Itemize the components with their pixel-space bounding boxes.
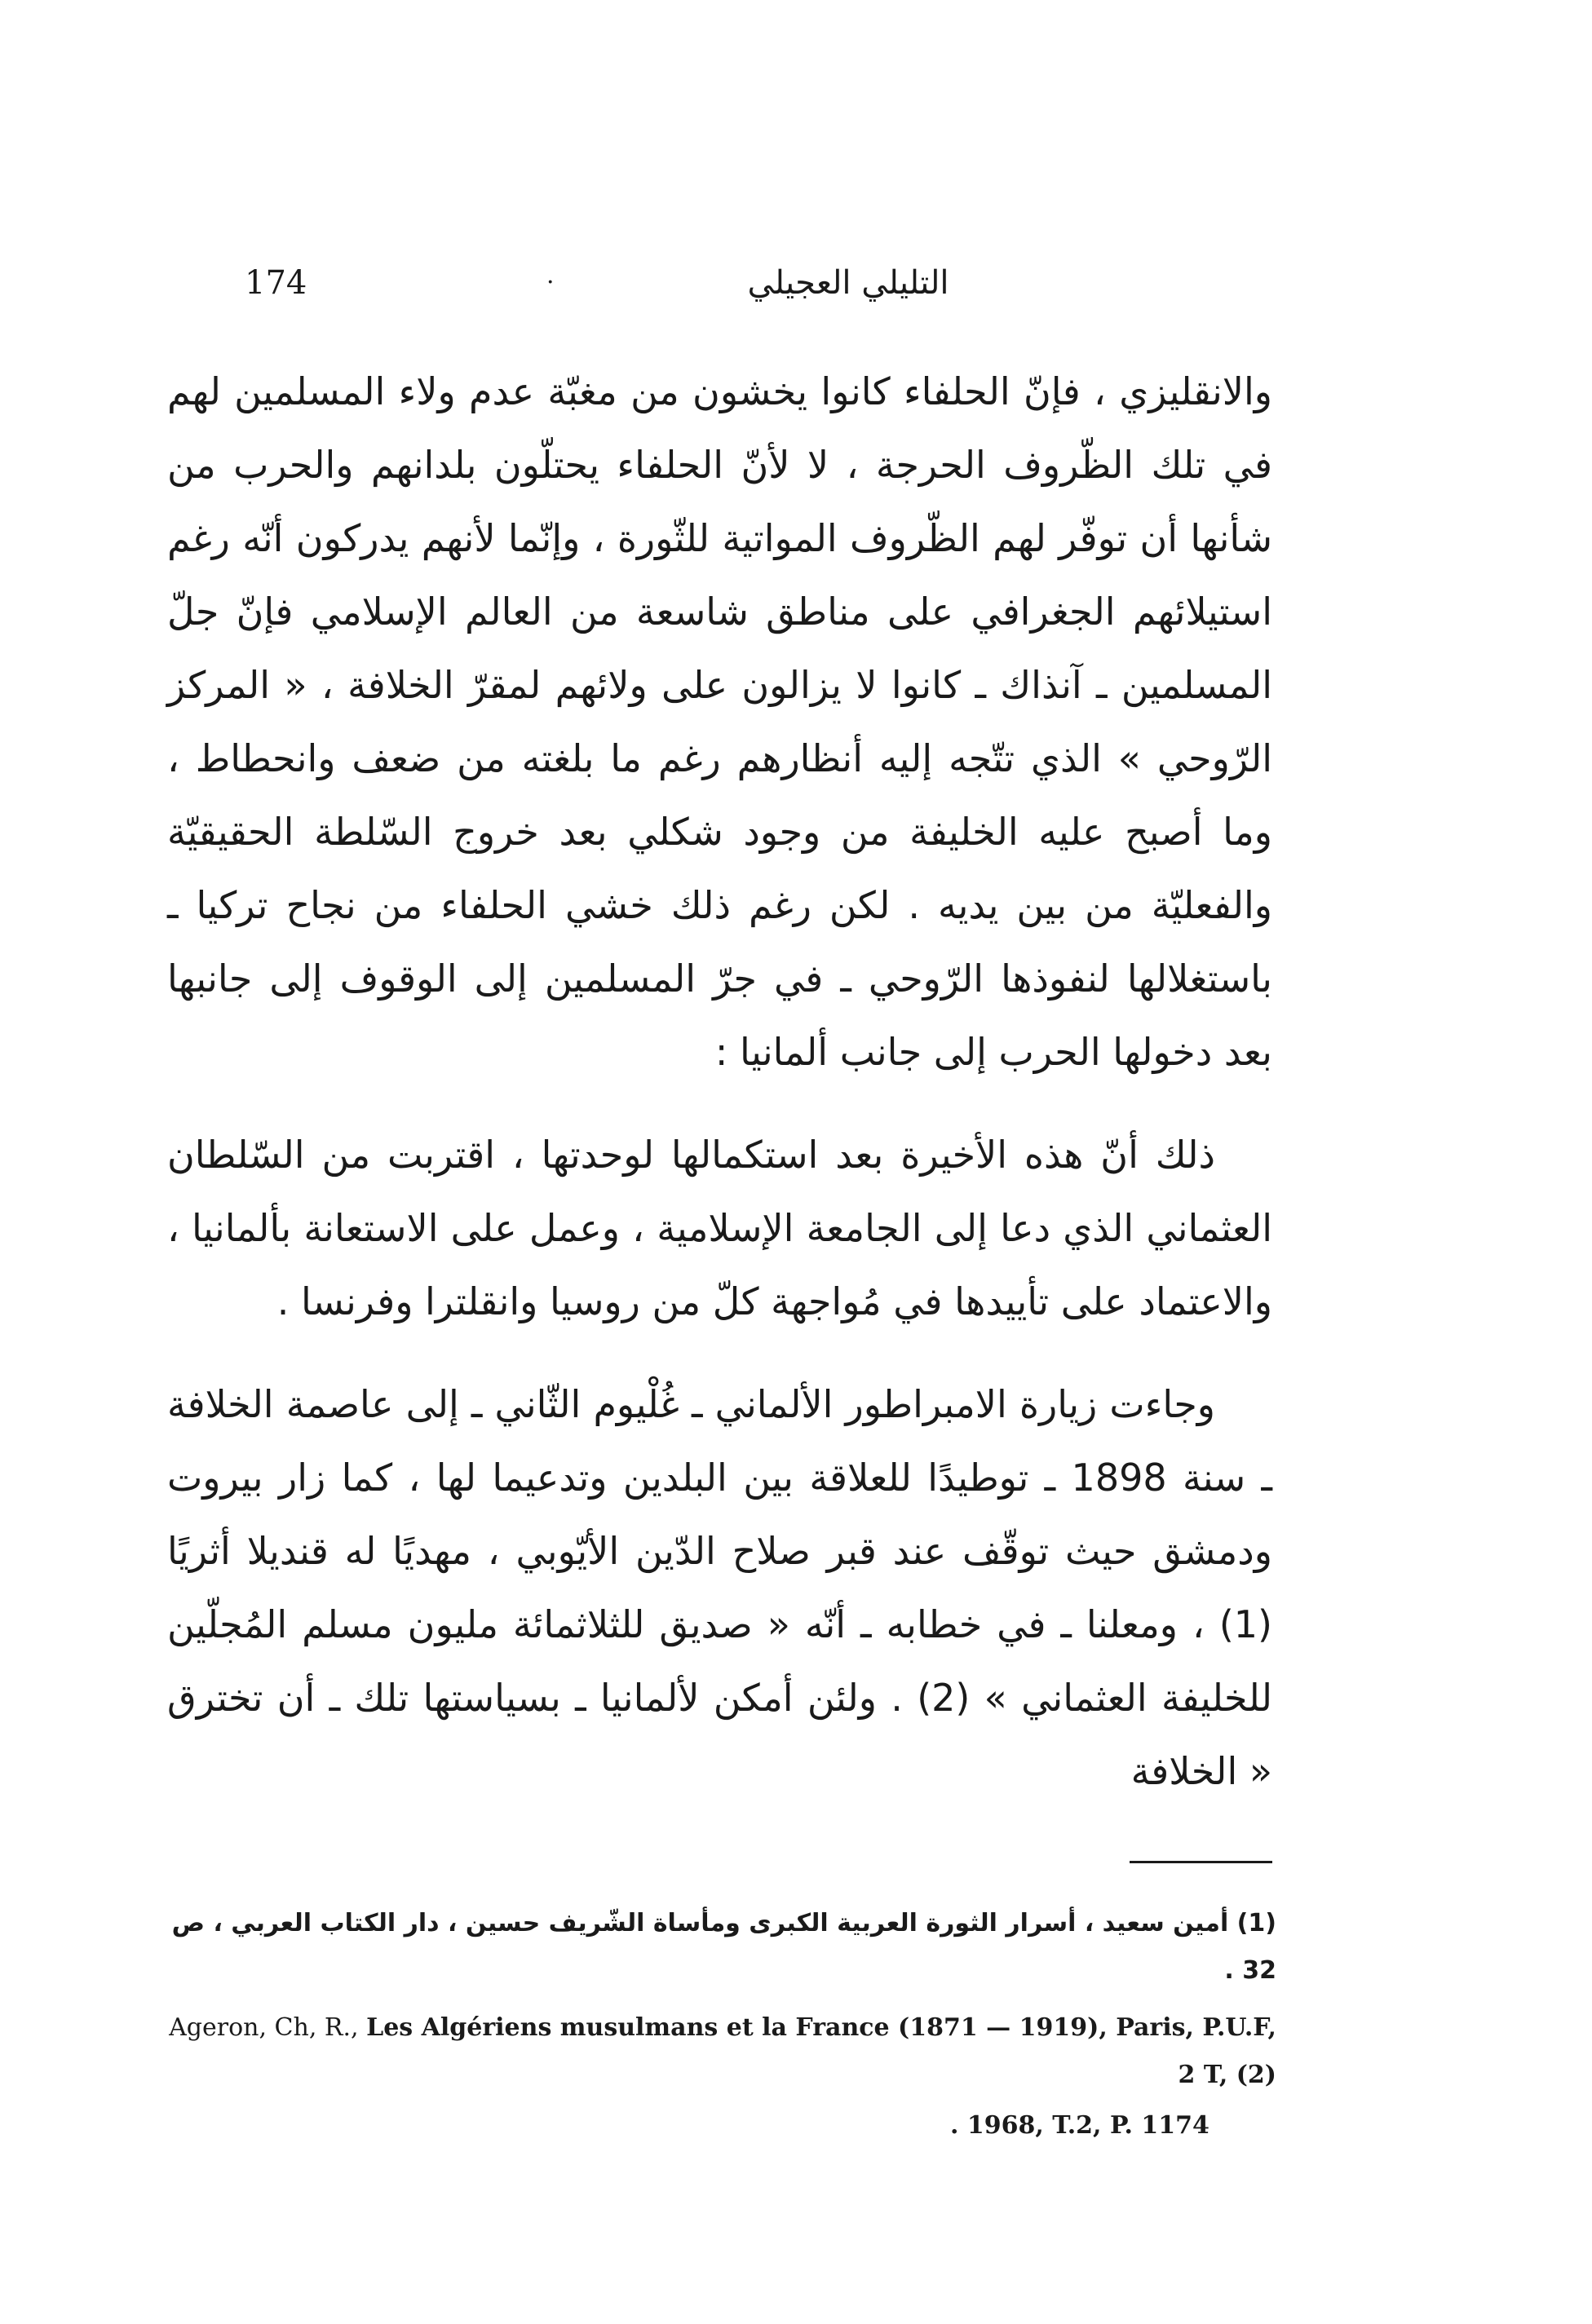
footnote-1: (1) أمين سعيد ، أسرار الثورة العربية الكبرى ومأساة الشّريف حسين ، دار الكتاب العربي ، ص 32 . (171, 1909, 1276, 1985)
footnote-separator (1130, 1861, 1272, 1863)
footnote-2 (167, 2004, 1276, 2099)
header-separator: · (546, 268, 555, 297)
footnote-2-continuation: . 1968, T.2, P. 1174 (950, 2111, 1209, 2140)
footnotes (167, 1900, 1276, 2149)
running-title: التليلي العجيلي (747, 264, 949, 302)
paragraph-3: وجاءت زيارة الامبراطور الألماني ـ غُلْيوم الثّاني ـ إلى عاصمة الخلافة ـ سنة 1898 ـ توطيدًا للعلاقة بين البلدين وتدعيما لها ، كما زار بيروت ودمشق حيث توقّف عند قبر صلاح الدّين الأيّوبي ، مهديًا له قنديلا أثريًا (1) ، ومعلنا ـ في خطابه ـ أنّه « صديق للثلاثمائة مليون مسلم المُجلّين للخليفة العثماني » (2) . ولئن أمكن لألمانيا ـ بسياستها تلك ـ أن تخترق « الخلافة (167, 1382, 1273, 1793)
paragraph-2: ذلك أنّ هذه الأخيرة بعد استكمالها لوحدتها ، اقتربت من السّلطان العثماني الذي دعا إلى الجامعة الإسلامية ، وعمل على الاستعانة بألمانيا ، والاعتماد على تأييدها في مُواجهة كلّ من روسيا وانقلترا وفرنسا . (167, 1133, 1272, 1323)
footnote-2-author: Ageron, Ch, R., (169, 2013, 367, 2042)
page-number: 174 (245, 264, 307, 302)
running-header (163, 254, 1435, 311)
body-text (167, 355, 1272, 1808)
paragraph-1: والانقليزي ، فإنّ الحلفاء كانوا يخشون من مغبّة عدم ولاء المسلمين لهم في تلك الظّروف الحرجة ، لا لأنّ الحلفاء يحتلّون بلدانهم والحرب من شأنها أن توفّر لهم الظّروف المواتية للثّورة ، وإنّما لأنهم يدركون أنّه رغم استيلائهم الجغرافي على مناطق شاسعة من العالم الإسلامي فإنّ جلّ المسلمين ـ آنذاك ـ كانوا لا يزالون على ولائهم لمقرّ الخلافة ، « المركز الرّوحي » الذي تتّجه إليه أنظارهم رغم ما بلغته من ضعف وانحطاط ، وما أصبح عليه الخليفة من وجود شكلي بعد خروج السّلطة الحقيقيّة والفعليّة من بين يديه . لكن رغم ذلك خشي الحلفاء من نجاح تركيا ـ باستغلالها لنفوذها الرّوحي ـ في جرّ المسلمين إلى الوقوف إلى جانبها بعد دخولها الحرب إلى جانب ألمانيا : (167, 369, 1272, 1074)
footnote-2-title: Les Algériens musulmans et la France (1871 — 1919), Paris, P.U.F, 2 T, (2) (366, 2013, 1276, 2089)
